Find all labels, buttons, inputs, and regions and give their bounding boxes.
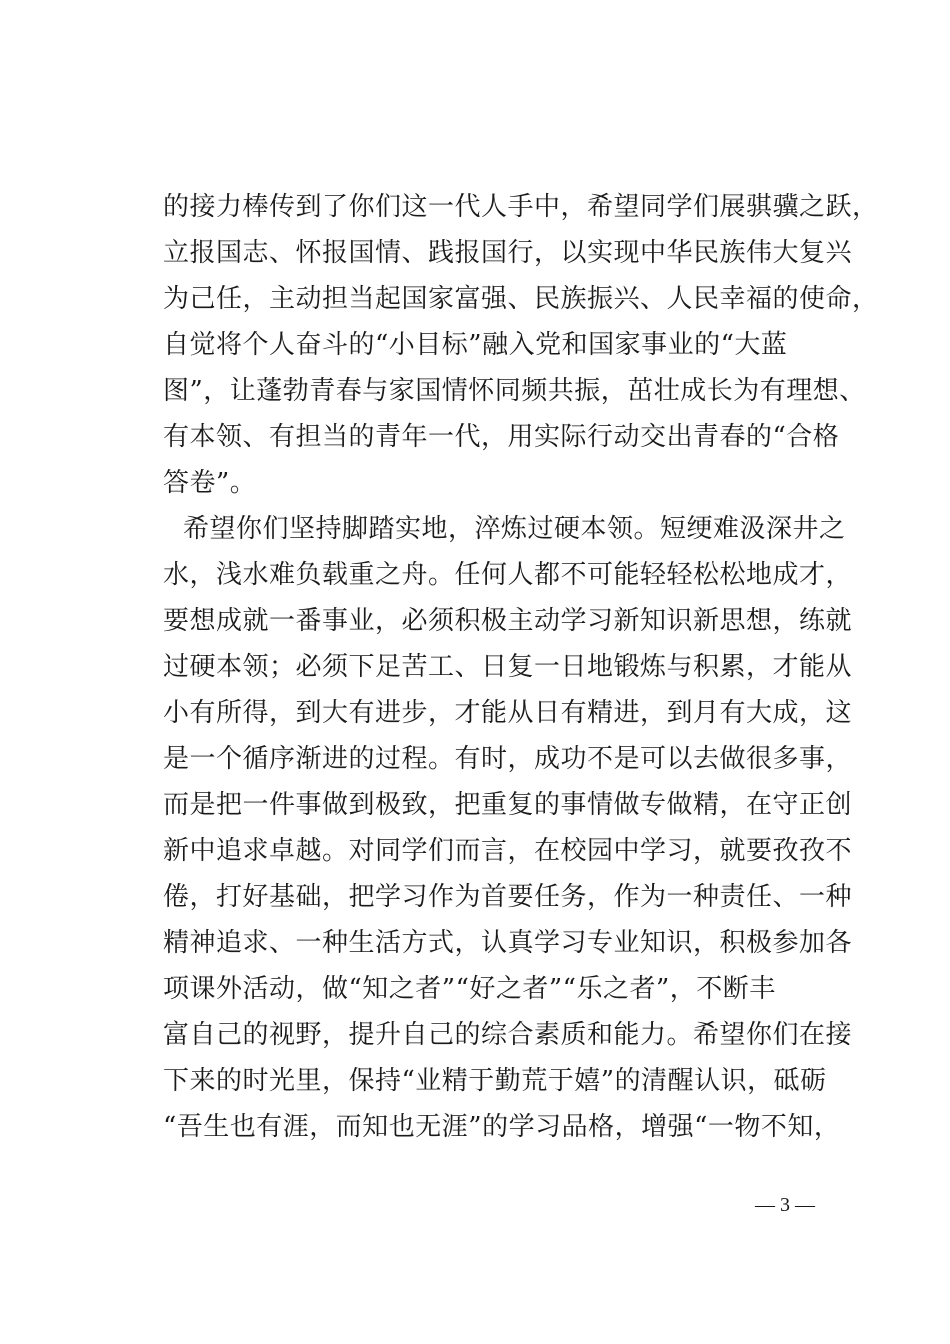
text-line: 小有所得，到大有进步，才能从日有精进，到月有大成，这 <box>163 698 853 728</box>
text-line: 自觉将个人奋斗的“小目标”融入党和国家事业的“大蓝 <box>163 330 788 360</box>
paragraph-first-line: 希望你们坚持脚踏实地，淬炼过硬本领。短绠难汲深井之 <box>183 514 846 544</box>
text-line: “吾生也有涯，而知也无涯”的学习品格，增强“一物不知， <box>163 1112 841 1142</box>
page-number: — 3 — <box>755 1194 815 1216</box>
text-line: 有本领、有担当的青年一代，用实际行动交出青春的“合格 <box>163 422 840 452</box>
text-line: 水，浅水难负载重之舟。任何人都不可能轻轻松松地成才， <box>163 560 853 590</box>
text-line: 是一个循序渐进的过程。有时，成功不是可以去做很多事， <box>163 744 853 774</box>
text-line: 精神追求、一种生活方式，认真学习专业知识，积极参加各 <box>163 928 853 958</box>
text-line: 倦，打好基础，把学习作为首要任务，作为一种责任、一种 <box>163 882 853 912</box>
text-line: 过硬本领；必须下足苦工、日复一日地锻炼与积累，才能从 <box>163 652 853 682</box>
text-line: 而是把一件事做到极致，把重复的事情做专做精，在守正创 <box>163 790 853 820</box>
text-line: 新中追求卓越。对同学们而言，在校园中学习，就要孜孜不 <box>163 836 853 866</box>
text-line: 要想成就一番事业，必须积极主动学习新知识新思想，练就 <box>163 606 853 636</box>
text-line: 下来的时光里，保持“业精于勤荒于嬉”的清醒认识，砥砺 <box>163 1066 827 1096</box>
text-line: 的接力棒传到了你们这一代人手中，希望同学们展骐骥之跃， <box>163 192 879 222</box>
text-line: 为己任，主动担当起国家富强、民族振兴、人民幸福的使命， <box>163 284 879 314</box>
text-line: 项课外活动，做“知之者”“好之者”“乐之者”，不断丰 <box>163 974 776 1004</box>
text-line: 立报国志、怀报国情、践报国行，以实现中华民族伟大复兴 <box>163 238 853 268</box>
text-line: 图”，让蓬勃青春与家国情怀同频共振，茁壮成长为有理想、 <box>163 376 866 406</box>
text-line: 答卷”。 <box>163 468 257 498</box>
text-line: 富自己的视野，提升自己的综合素质和能力。希望你们在接 <box>163 1020 853 1050</box>
